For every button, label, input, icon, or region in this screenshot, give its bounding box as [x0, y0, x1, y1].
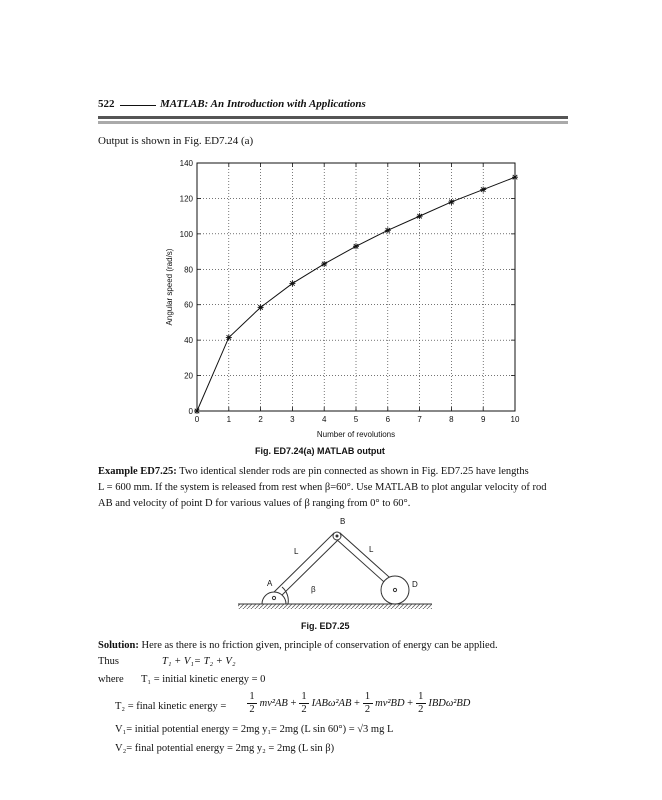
x-tick-label: 10 [510, 415, 520, 424]
ground-hatching [238, 604, 432, 609]
header-dash [120, 105, 156, 106]
fig-a-caption: Fig. ED7.24(a) MATLAB output [255, 446, 385, 456]
v2-definition: V₂= final potential energy = 2mg y₂ = 2mg (L sin β) [115, 743, 335, 754]
rod-ab [270, 533, 340, 601]
plus-3: + [407, 698, 414, 709]
data-point [258, 304, 264, 310]
label-beta: β [311, 585, 316, 594]
data-point [417, 213, 423, 219]
frac-2 [299, 691, 309, 716]
y-tick-label: 80 [184, 265, 193, 275]
x-tick-label: 7 [417, 415, 422, 424]
x-tick-label: 0 [194, 415, 200, 424]
y-tick-label: 60 [184, 300, 193, 310]
data-point [448, 199, 454, 205]
x-tick-label: 5 [353, 415, 359, 424]
solution-label: Solution: [98, 640, 139, 651]
label-l2: L [369, 545, 374, 554]
example-text-2: L = 600 mm. If the system is released from rest when β=60°. Use MATLAB to plot angular velocity of rod [98, 482, 547, 493]
frac-1-num: 1 [247, 691, 257, 704]
angular-speed-chart [160, 158, 530, 443]
t2-lhs: T₂ = final kinetic energy = [115, 701, 227, 712]
t1-definition: T₁ = initial kinetic energy = 0 [141, 674, 266, 685]
example-label: Example ED7.25: [98, 466, 177, 477]
example-paragraph [98, 464, 568, 512]
plus-1: + [290, 698, 297, 709]
y-tick-label: 20 [184, 371, 193, 381]
data-point [385, 227, 391, 233]
thus-equation: T₁ + V₁= T₂ + V₂ [162, 656, 236, 667]
x-axis-label: Number of revolutions [316, 430, 396, 439]
y-tick-label: 140 [179, 159, 193, 168]
y-tick-label: 120 [179, 194, 193, 204]
frac-3 [363, 691, 373, 716]
label-b: B [340, 517, 346, 526]
solution-paragraph [98, 638, 568, 654]
frac-4-num: 1 [416, 691, 426, 704]
frac-1 [247, 691, 257, 716]
x-tick-label: 9 [480, 415, 486, 424]
plus-2: + [353, 698, 360, 709]
x-tick-label: 1 [226, 415, 232, 424]
frac-4-den: 2 [418, 704, 424, 715]
header-rule-dark [98, 116, 568, 119]
y-tick-label: 100 [179, 229, 193, 239]
frac-3-num: 1 [363, 691, 373, 704]
t2-rhs [247, 691, 470, 716]
label-a: A [267, 579, 273, 588]
frac-4 [416, 691, 426, 716]
rod-diagram [236, 512, 436, 617]
frac-3-den: 2 [364, 704, 371, 715]
example-text-3: AB and velocity of point D for various values of β ranging from 0° to 60°. [98, 498, 411, 509]
frac-1-den: 2 [249, 704, 255, 715]
data-point [321, 261, 327, 267]
x-tick-label: 6 [385, 415, 391, 424]
x-tick-label: 3 [290, 415, 295, 424]
data-point [512, 174, 518, 180]
data-point [289, 280, 295, 286]
data-point [226, 334, 232, 340]
solution-text: Here as there is no friction given, principle of conservation of energy can be applied. [138, 640, 498, 651]
where-label: where [98, 674, 124, 685]
wheel-d [381, 576, 409, 604]
term-1: mv²AB [259, 698, 288, 709]
pin-b-center [336, 535, 339, 538]
term-2: IABω²AB [311, 698, 352, 709]
y-tick-label: 0 [188, 407, 193, 416]
y-axis-label: Angular speed (rad/s) [165, 248, 174, 326]
thus-label: Thus [98, 656, 119, 667]
data-point [353, 243, 359, 249]
term-3: mv²BD [375, 698, 405, 709]
header-rule-light [98, 121, 568, 124]
x-tick-label: 4 [321, 415, 327, 424]
frac-2-num: 1 [299, 691, 309, 704]
data-point [194, 408, 200, 414]
data-point [480, 187, 486, 193]
book-title: MATLAB: An Introduction with Applications [160, 98, 366, 110]
intro-text: Output is shown in Fig. ED7.24 (a) [98, 135, 254, 147]
page-number: 522 [98, 98, 115, 110]
example-text-1: Two identical slender rods are pin connected as shown in Fig. ED7.25 have lengths [176, 466, 529, 477]
y-tick-label: 40 [184, 336, 193, 346]
frac-2-den: 2 [301, 704, 307, 715]
term-4: IBDω²BD [428, 698, 471, 709]
fig-b-caption: Fig. ED7.25 [301, 621, 350, 631]
x-tick-label: 8 [449, 415, 454, 424]
label-d: D [412, 580, 418, 589]
label-l1: L [294, 547, 299, 556]
v1-definition: V₁= initial potential energy = 2mg y₁= 2mg (L sin 60°) = √3 mg L [115, 724, 394, 735]
x-tick-label: 2 [258, 415, 263, 424]
